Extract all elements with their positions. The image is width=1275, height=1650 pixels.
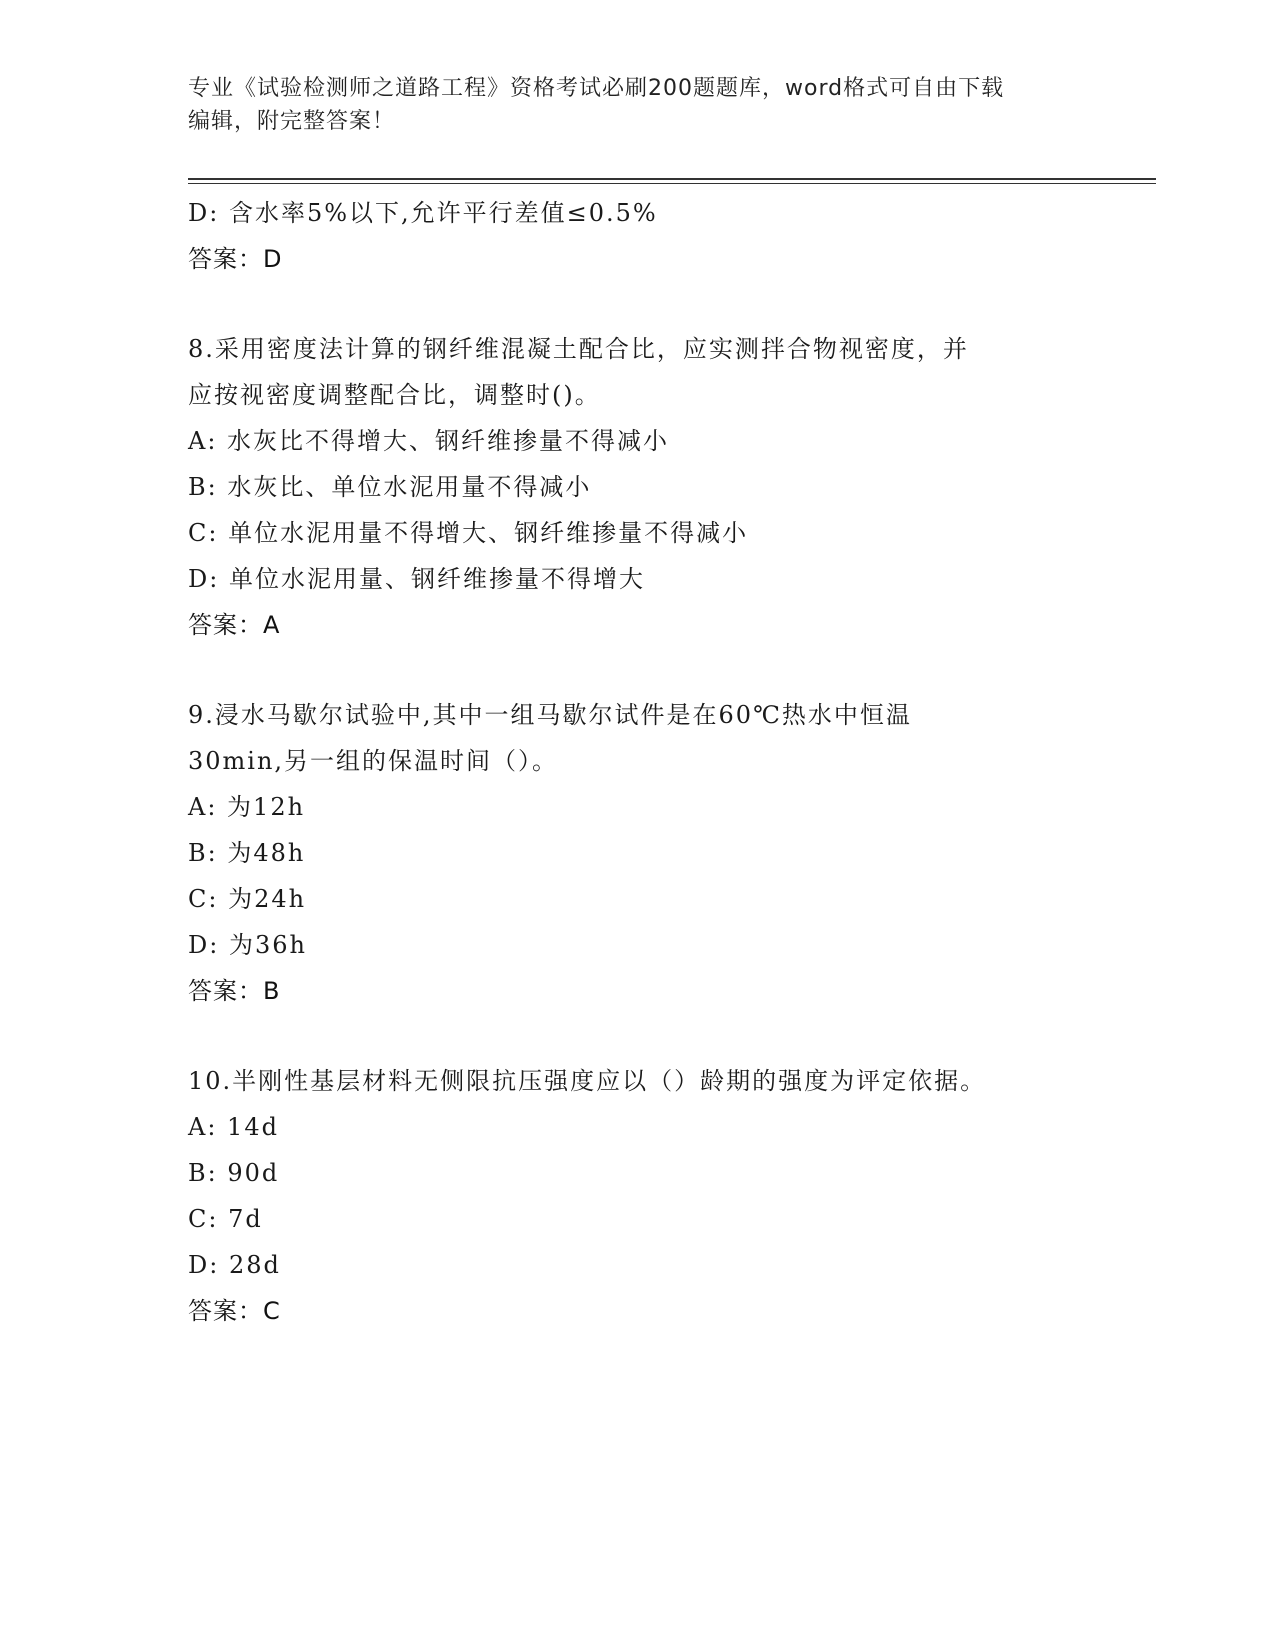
q10-option-d: D: 28d bbox=[188, 1251, 281, 1279]
spacer bbox=[188, 648, 1088, 692]
header-line-2: 编辑，附完整答案！ bbox=[188, 109, 396, 134]
q8-option-c: C: 单位水泥用量不得增大、钢纤维掺量不得减小 bbox=[188, 519, 749, 547]
q8-answer: 答案：A bbox=[188, 611, 281, 639]
q8-option-b: B: 水灰比、单位水泥用量不得减小 bbox=[188, 473, 592, 501]
q8-stem-line-2: 应按视密度调整配合比，调整时()。 bbox=[188, 381, 601, 409]
header-line-1: 专业《试验检测师之道路工程》资格考试必刷200题题库，word格式可自由下载 bbox=[188, 76, 1005, 101]
q10-option-b: B: 90d bbox=[188, 1159, 280, 1187]
header-divider-thick bbox=[188, 178, 1156, 180]
q8-option-d: D: 单位水泥用量、钢纤维掺量不得增大 bbox=[188, 565, 645, 593]
spacer bbox=[188, 282, 1088, 326]
spacer bbox=[188, 1014, 1088, 1058]
q8-option-a: A: 水灰比不得增大、钢纤维掺量不得减小 bbox=[188, 427, 670, 455]
q9-option-b: B: 为48h bbox=[188, 839, 306, 867]
q9-stem-line-2: 30min,另一组的保温时间（）。 bbox=[188, 747, 559, 775]
question-10 bbox=[188, 1058, 1088, 1334]
q8-stem-line-1: 8.采用密度法计算的钢纤维混凝土配合比，应实测拌合物视密度，并 bbox=[188, 335, 969, 363]
q10-stem-line-1: 10.半刚性基层材料无侧限抗压强度应以（）龄期的强度为评定依据。 bbox=[188, 1067, 987, 1095]
q10-answer: 答案：C bbox=[188, 1297, 281, 1325]
question-list bbox=[188, 190, 1088, 1334]
q9-option-a: A: 为12h bbox=[188, 793, 306, 821]
q9-stem-line-1: 9.浸水马歇尔试验中,其中一组马歇尔试件是在60℃热水中恒温 bbox=[188, 701, 912, 729]
q10-option-a: A: 14d bbox=[188, 1113, 279, 1141]
q9-option-d: D: 为36h bbox=[188, 931, 307, 959]
q9-option-c: C: 为24h bbox=[188, 885, 307, 913]
q10-option-c: C: 7d bbox=[188, 1205, 263, 1233]
q9-answer: 答案：B bbox=[188, 977, 281, 1005]
q7-option-d: D: 含水率5%以下,允许平行差值≤0.5% bbox=[188, 199, 658, 227]
question-7-tail bbox=[188, 190, 1088, 282]
question-9 bbox=[188, 692, 1088, 1014]
header-divider-thin bbox=[188, 183, 1156, 184]
q7-answer: 答案：D bbox=[188, 245, 283, 273]
page-header bbox=[188, 72, 1088, 138]
question-8 bbox=[188, 326, 1088, 648]
